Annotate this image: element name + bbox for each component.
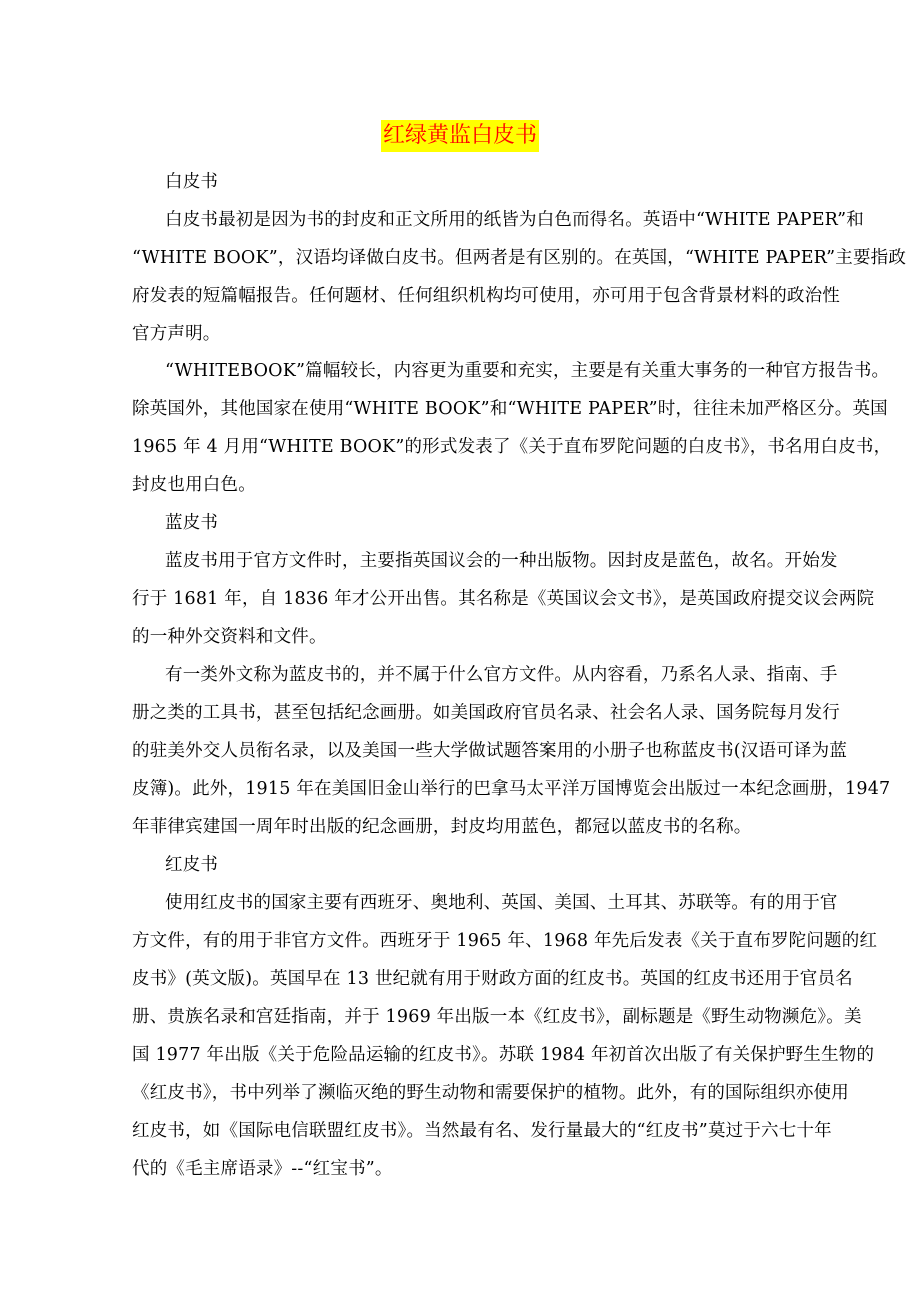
text-line: 的一种外交资料和文件。 xyxy=(132,627,327,647)
text-line: 使用红皮书的国家主要有西班牙、奥地利、英国、美国、土耳其、苏联等。有的用于官 xyxy=(165,893,838,913)
text-line: 册之类的工具书，甚至包括纪念画册。如美国政府官员名录、社会名人录、国务院每月发行 xyxy=(132,703,840,723)
text-line: 《红皮书》，书中列举了濒临灭绝的野生动物和需要保护的植物。此外，有的国际组织亦使用 xyxy=(132,1083,849,1103)
text-line: 封皮也用白色。 xyxy=(132,475,256,495)
text-line: 红皮书，如《国际电信联盟红皮书》。当然最有名、发行量最大的“红皮书”莫过于六七十年 xyxy=(132,1121,832,1141)
text-line: 皮簿)。此外，1915 年在美国旧金山举行的巴拿马太平洋万国博览会出版过一本纪念画册，1947 xyxy=(132,779,891,799)
text-line: 年菲律宾建国一周年时出版的纪念画册，封皮均用蓝色，都冠以蓝皮书的名称。 xyxy=(132,817,752,837)
text-line: 府发表的短篇幅报告。任何题材、任何组织机构均可使用，亦可用于包含背景材料的政治性 xyxy=(132,286,840,306)
text-line: 除英国外，其他国家在使用“WHITE BOOK”和“WHITE PAPER”时，往往未加严格区分。英国 xyxy=(132,399,888,419)
text-line: 蓝皮书用于官方文件时，主要指英国议会的一种出版物。因封皮是蓝色，故名。开始发 xyxy=(165,551,838,571)
text-line: 官方声明。 xyxy=(132,324,221,344)
text-line: 册、贵族名录和宫廷指南，并于 1969 年出版一本《红皮书》，副标题是《野生动物濒危》。美 xyxy=(132,1007,862,1027)
text-line: 行于 1681 年，自 1836 年才公开出售。其名称是《英国议会文书》，是英国政府提交议会两院 xyxy=(132,589,875,609)
text-line: 国 1977 年出版《关于危险品运输的红皮书》。苏联 1984 年初首次出版了有关保护野生生物的 xyxy=(132,1045,875,1065)
section-heading-blue-book: 蓝皮书 xyxy=(165,513,219,533)
text-line: 方文件，有的用于非官方文件。西班牙于 1965 年、1968 年先后发表《关于直布罗陀问题的红 xyxy=(132,931,878,951)
text-line: 有一类外文称为蓝皮书的，并不属于什么官方文件。从内容看，乃系名人录、指南、手 xyxy=(165,665,838,685)
section-heading-white-paper: 白皮书 xyxy=(165,172,219,192)
text-line: 1965 年 4 月用“WHITE BOOK”的形式发表了《关于直布罗陀问题的白皮书》，书名用白皮书， xyxy=(132,437,892,457)
text-line: 的驻美外交人员衔名录，以及美国一些大学做试题答案用的小册子也称蓝皮书(汉语可译为蓝 xyxy=(132,741,848,761)
text-line: 皮书》(英文版)。英国早在 13 世纪就有用于财政方面的红皮书。英国的红皮书还用于官员名 xyxy=(132,969,853,989)
text-line: 白皮书最初是因为书的封皮和正文所用的纸皆为白色而得名。英语中“WHITE PAPER”和 xyxy=(165,210,864,230)
text-line: “WHITE BOOK”，汉语均译做白皮书。但两者是有区别的。在英国，“WHITE PAPER”主要指政 xyxy=(132,248,907,268)
text-line: 代的《毛主席语录》--“红宝书”。 xyxy=(132,1159,393,1179)
title-container xyxy=(0,120,920,152)
section-heading-red-book: 红皮书 xyxy=(165,855,219,875)
document-title: 红绿黄监白皮书 xyxy=(381,120,539,152)
text-line: “WHITEBOOK”篇幅较长，内容更为重要和充实，主要是有关重大事务的一种官方报告书。 xyxy=(165,361,890,381)
